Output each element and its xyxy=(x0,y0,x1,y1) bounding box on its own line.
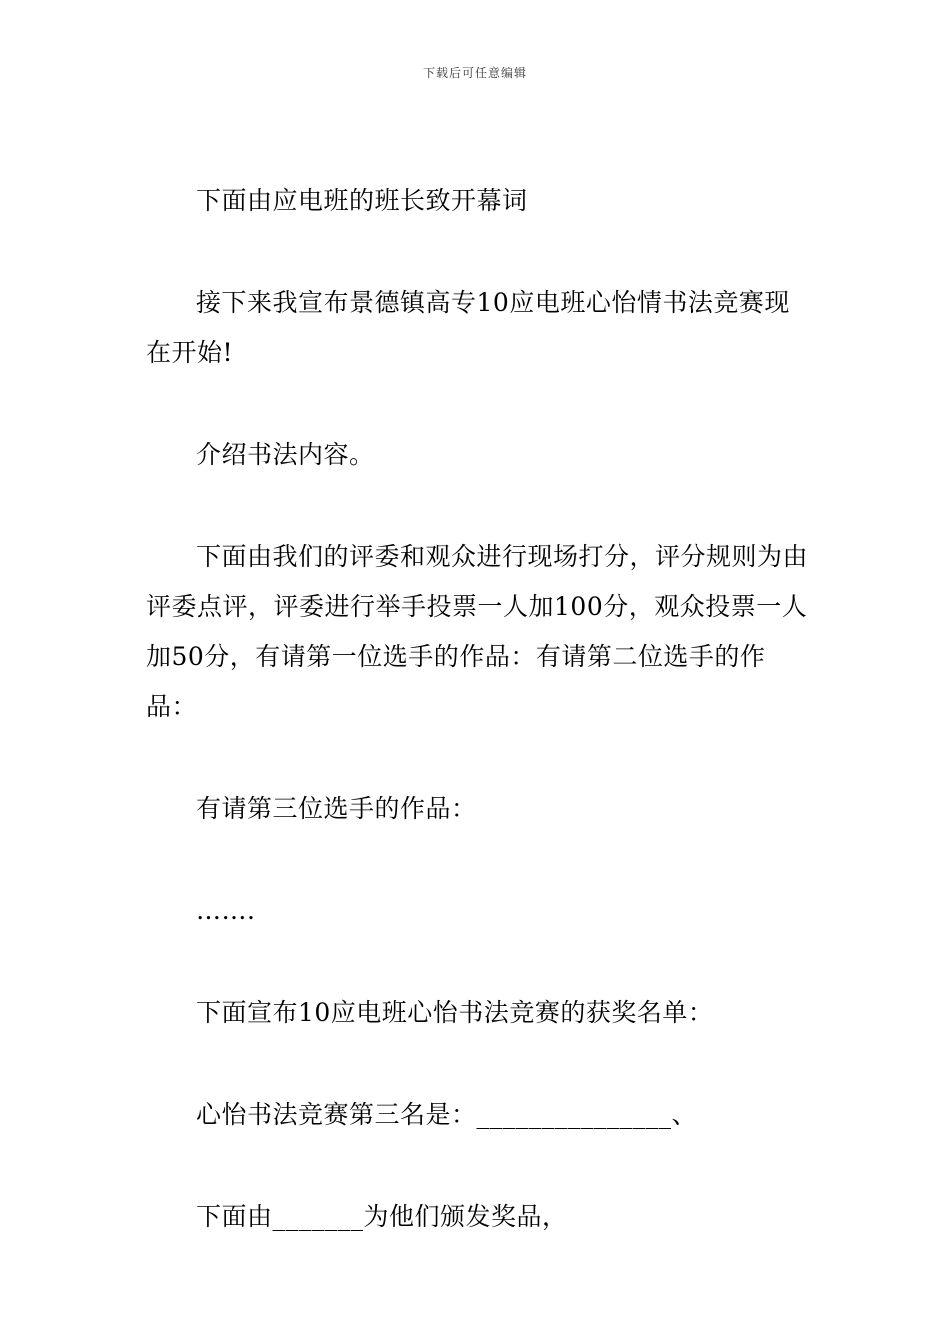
paragraph-ellipsis: ……. xyxy=(196,896,256,925)
paragraph-introduce-content: 介绍书法内容。 xyxy=(196,440,375,469)
paragraph-winner-list: 下面宣布10应电班心怡书法竞赛的获奖名单： xyxy=(196,998,714,1027)
paragraph-competition-start: 接下来我宣布景德镇高专10应电班心怡情书法竞赛现在开始! xyxy=(146,288,790,367)
paragraph-opening-speech: 下面由应电班的班长致开幕词 xyxy=(196,186,528,215)
paragraph-third-contestant: 有请第三位选手的作品： xyxy=(196,794,477,823)
paragraph-award-presenter: 下面由_______为他们颁发奖品， xyxy=(196,1202,568,1231)
document-body xyxy=(146,176,810,1294)
paragraph-third-place: 心怡书法竞赛第三名是：_______________、 xyxy=(196,1100,698,1129)
paragraph-scoring-rules: 下面由我们的评委和观众进行现场打分，评分规则为由评委点评，评委进行举手投票一人加100分，观众投票一人加50分，有请第一位选手的作品：有请第二位选手的作品： xyxy=(146,542,809,721)
page-header: 下载后可任意编辑 xyxy=(422,66,527,80)
